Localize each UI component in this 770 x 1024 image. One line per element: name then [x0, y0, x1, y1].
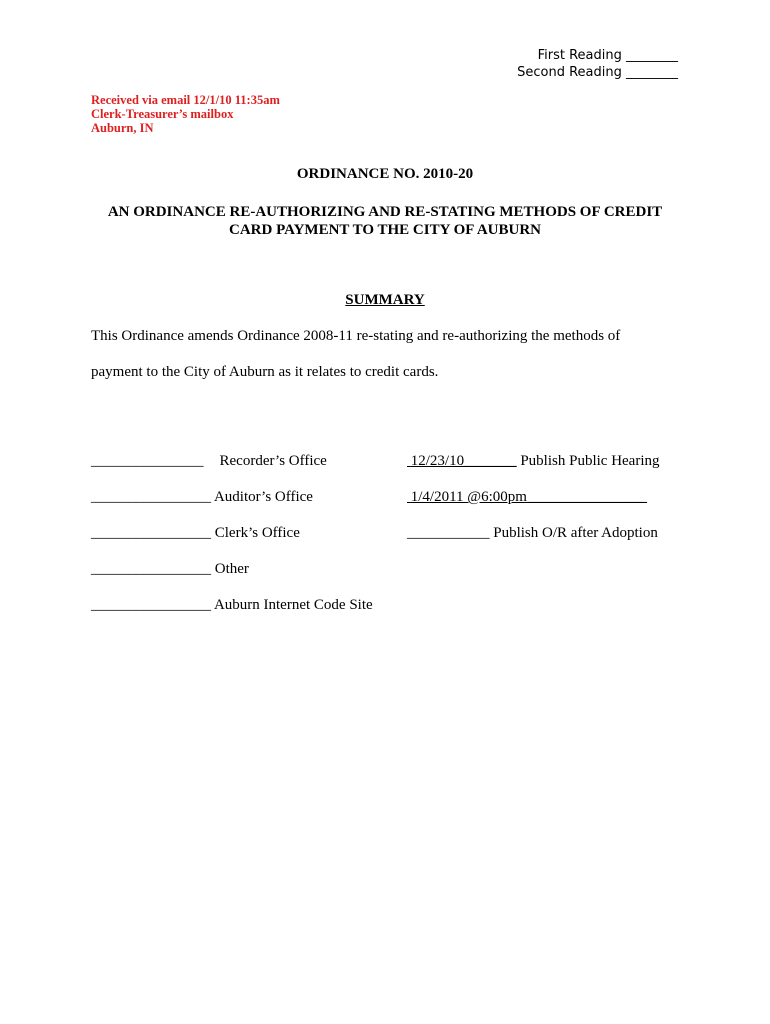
- distribution-label: Other: [214, 561, 249, 577]
- distribution-row: [91, 561, 249, 578]
- distribution-label: Auburn Internet Code Site: [213, 597, 373, 613]
- distribution-label: Auditor’s Office: [213, 489, 313, 505]
- schedule-row-public-hearing: [407, 453, 660, 470]
- distribution-row: [91, 489, 313, 506]
- distribution-row: [91, 525, 300, 542]
- distribution-label: Recorder’s Office: [219, 453, 327, 469]
- stamp-line-received: Received via email 12/1/10 11:35am: [91, 93, 280, 107]
- schedule-blank: ___________: [407, 525, 490, 541]
- schedule-label: Publish O/R after Adoption: [493, 525, 658, 541]
- ordinance-title-line-2: CARD PAYMENT TO THE CITY OF AUBURN: [229, 222, 541, 238]
- ordinance-number: ORDINANCE NO. 2010-20: [296, 166, 474, 182]
- second-reading: Second Reading ________: [517, 65, 678, 80]
- distribution-label: Clerk’s Office: [214, 525, 300, 541]
- ordinance-title-line-1: AN ORDINANCE RE-AUTHORIZING AND RE-STATING METHODS OF CREDIT: [107, 204, 663, 220]
- schedule-row-meeting: [407, 489, 647, 506]
- signature-blank: _______________: [91, 453, 204, 469]
- schedule-label: Publish Public Hearing: [520, 453, 660, 469]
- summary-line-1: This Ordinance amends Ordinance 2008-11 re-stating and re-authorizing the methods of: [91, 328, 621, 344]
- signature-blank: ________________: [91, 597, 211, 613]
- first-reading: First Reading ________: [537, 48, 678, 63]
- stamp-line-mailbox: Clerk-Treasurer’s mailbox: [91, 107, 234, 121]
- schedule-date: 1/4/2011 @6:00pm________________: [410, 489, 647, 505]
- schedule-date: 12/23/10_______: [410, 453, 517, 469]
- stamp-line-location: Auburn, IN: [91, 121, 154, 135]
- distribution-row: [91, 597, 373, 614]
- signature-blank: ________________: [91, 489, 211, 505]
- summary-heading-wrap: [0, 292, 770, 309]
- signature-blank: ________________: [91, 561, 211, 577]
- schedule-row-publish-adoption: [407, 525, 658, 542]
- summary-line-2: payment to the City of Auburn as it relates to credit cards.: [91, 364, 439, 380]
- signature-blank: ________________: [91, 525, 211, 541]
- summary-heading: SUMMARY: [345, 292, 425, 308]
- distribution-row: [91, 453, 327, 470]
